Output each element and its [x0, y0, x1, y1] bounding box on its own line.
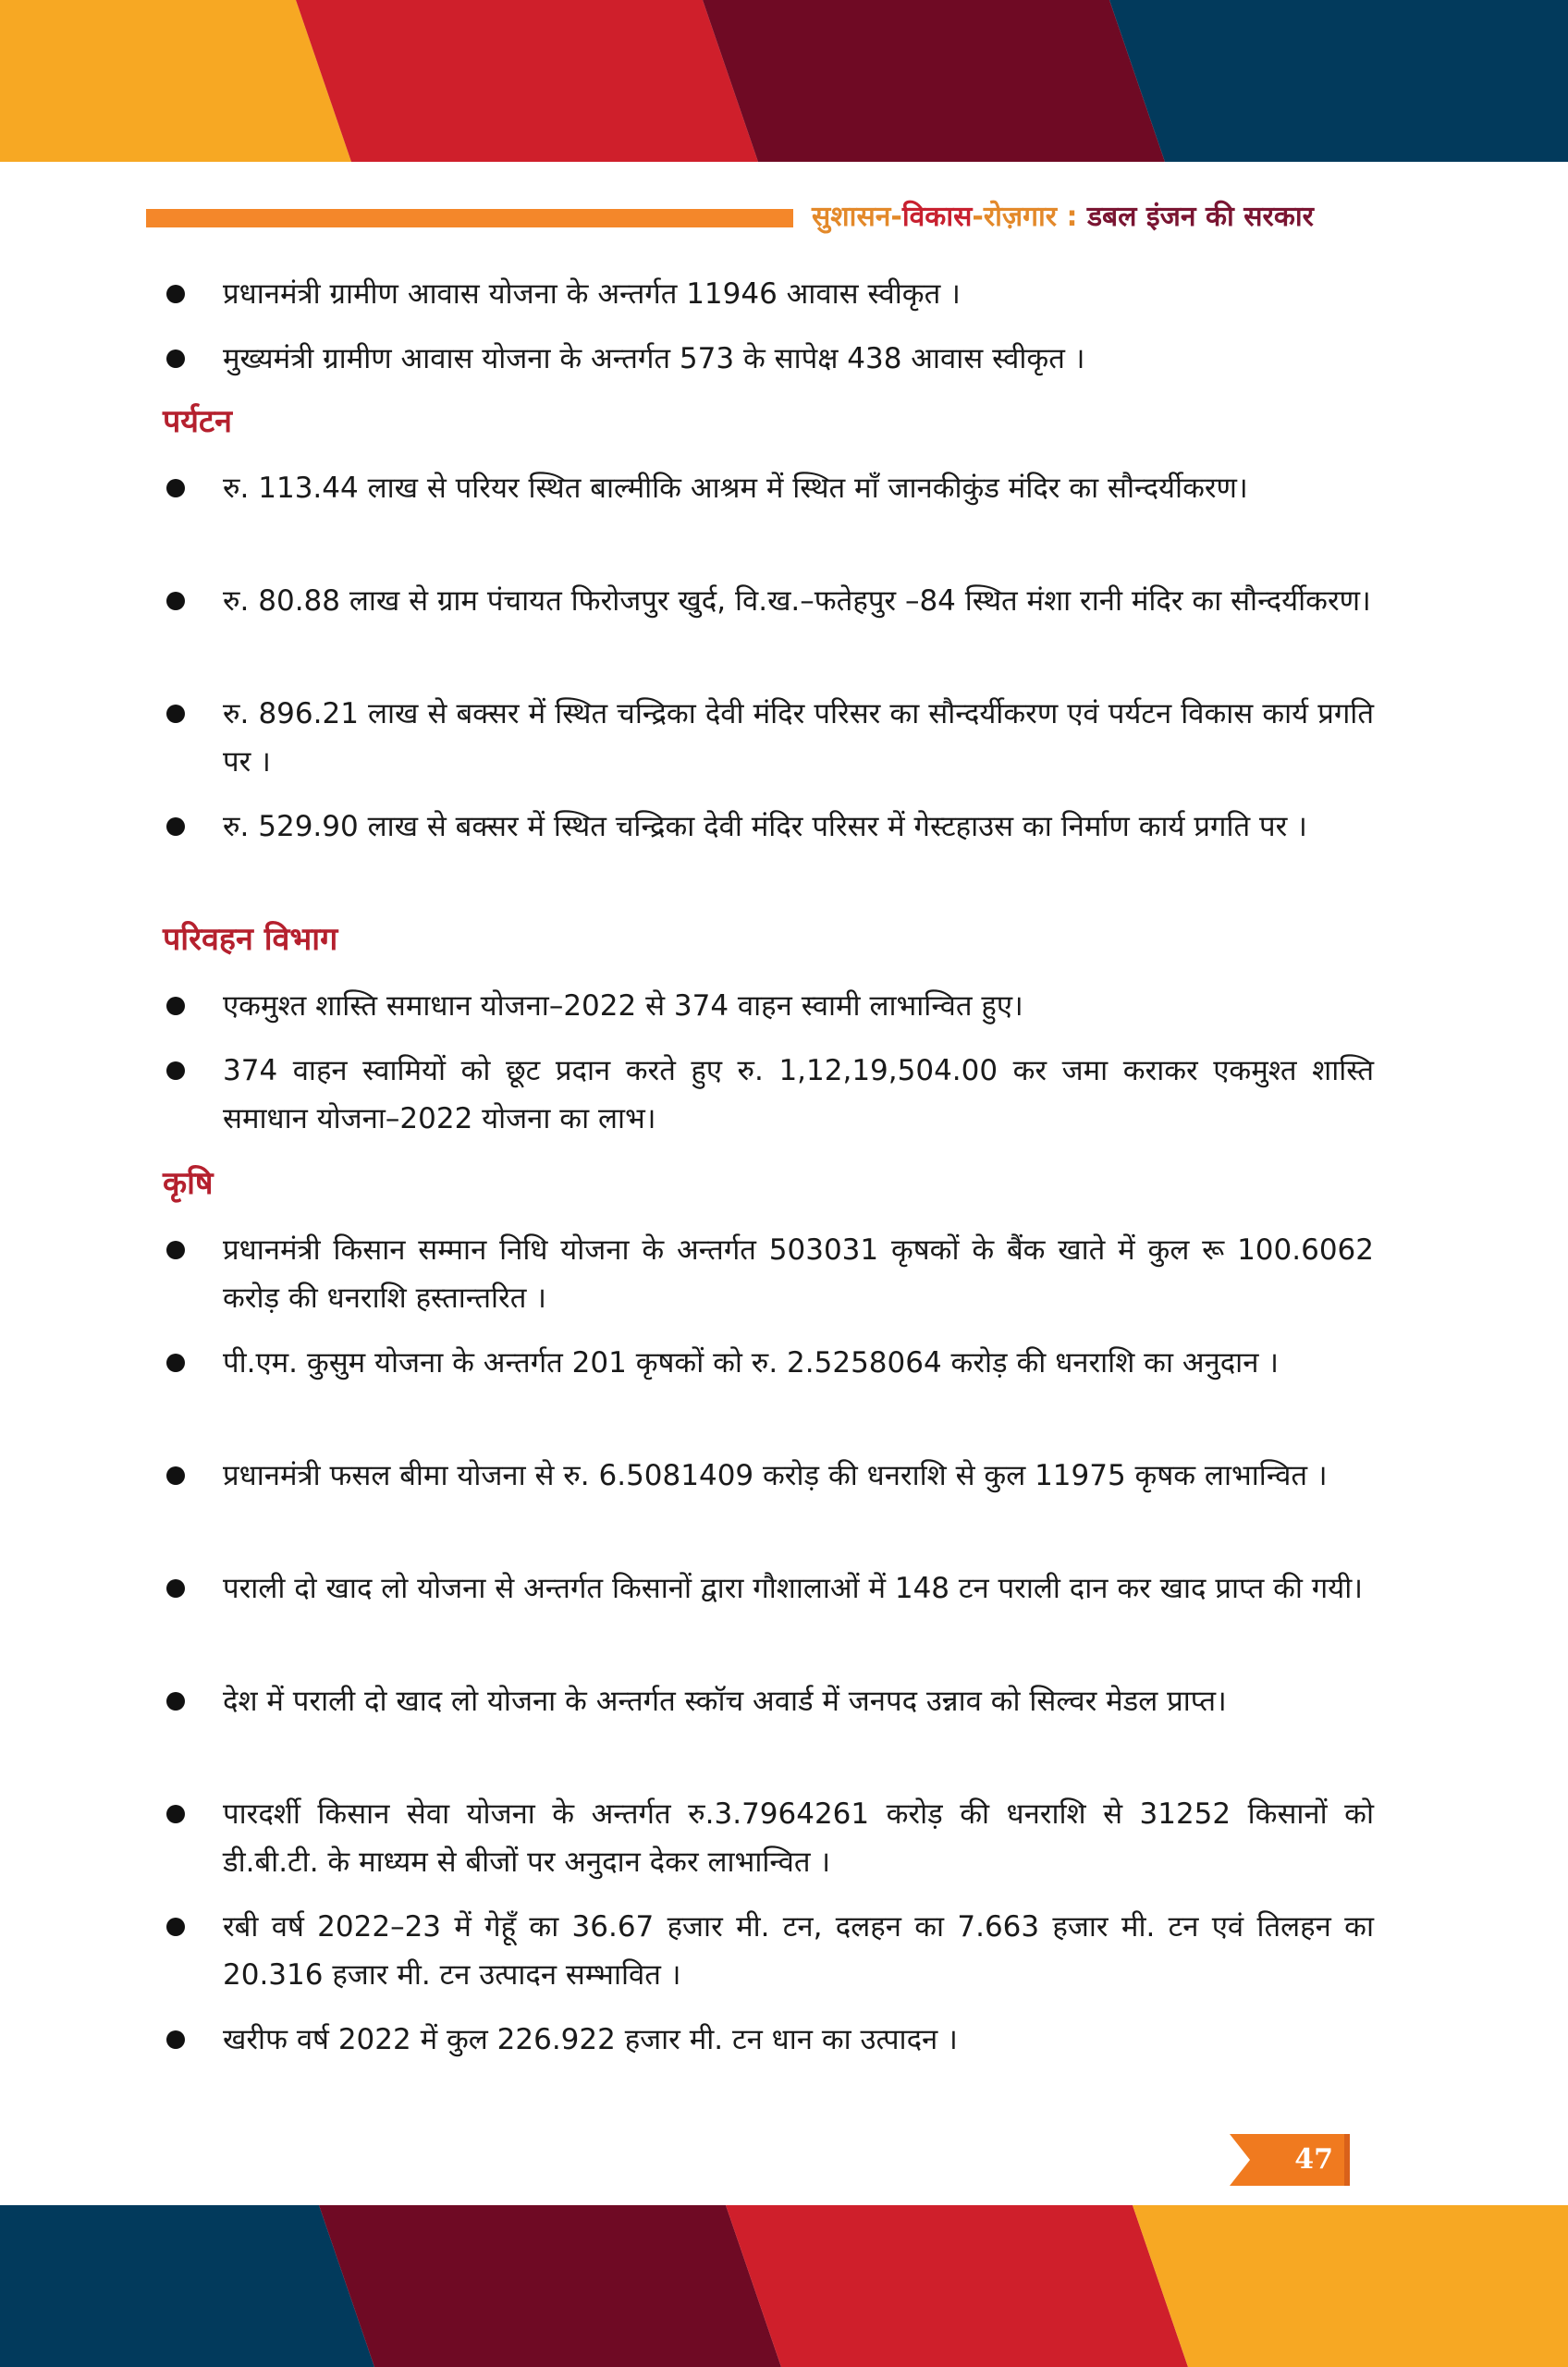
top-color-band	[0, 0, 1568, 162]
top-band-navy	[1109, 0, 1568, 162]
list-item-text: रबी वर्ष 2022–23 में गेहूँ का 36.67 हजार मी. टन, दलहन का 7.663 हजार मी. टन एवं तिलहन का 20.316 हजार मी. टन उत्पादन सम्भावित ।	[223, 1910, 1374, 1992]
bullet-icon	[166, 350, 185, 368]
list-item-text: खरीफ वर्ष 2022 में कुल 226.922 हजार मी. टन धान का उत्पादन ।	[223, 2023, 958, 2056]
bullet-icon	[166, 1692, 185, 1711]
section-heading-transport: परिवहन विभाग	[163, 921, 338, 958]
list-item-text: रु. 529.90 लाख से बक्सर में स्थित चन्द्रिका देवी मंदिर परिसर में गेस्टहाउस का निर्माण कार्य प्रगति पर ।	[223, 810, 1307, 843]
section-heading-tourism: पर्यटन	[163, 403, 233, 440]
bullet-icon	[166, 1466, 185, 1485]
bottom-band-orange	[1133, 2205, 1568, 2367]
bullet-icon	[166, 1805, 185, 1823]
bullet-icon	[166, 1354, 185, 1372]
bullet-icon	[166, 592, 185, 610]
bullet-icon	[166, 705, 185, 723]
header-title-part1: सुशासन-	[812, 201, 902, 233]
page-number: 47	[1294, 2143, 1333, 2176]
bullet-icon	[166, 1579, 185, 1598]
list-item-text: पी.एम. कुसुम योजना के अन्तर्गत 201 कृषकों को रु. 2.5258064 करोड़ की धनराशि का अनुदान ।	[223, 1346, 1280, 1380]
bullet-icon	[166, 479, 185, 497]
bullet-icon	[166, 285, 185, 303]
list-item-text: प्रधानमंत्री फसल बीमा योजना से रु. 6.5081409 करोड़ की धनराशि से कुल 11975 कृषक लाभान्वित ।	[223, 1459, 1328, 1492]
bottom-band-navy	[0, 2205, 374, 2367]
bottom-color-band	[0, 2205, 1568, 2367]
bullet-icon	[166, 1061, 185, 1080]
header-title-part4: डबल इंजन की सरकार	[1086, 201, 1314, 233]
bottom-band-red	[726, 2205, 1188, 2367]
list-item-text: मुख्यमंत्री ग्रामीण आवास योजना के अन्तर्गत 573 के सापेक्ष 438 आवास स्वीकृत ।	[223, 342, 1085, 375]
list-item-text: 374 वाहन स्वामियों को छूट प्रदान करते हुए रु. 1,12,19,504.00 कर जमा कराकर एकमुश्त शास्ति समाधान योजना–2022 योजना का लाभ।	[223, 1054, 1374, 1135]
list-item-text: रु. 896.21 लाख से बक्सर में स्थित चन्द्रिका देवी मंदिर परिसर का सौन्दर्यीकरण एवं पर्यटन विकास कार्य प्रगति पर ।	[223, 697, 1374, 779]
header-rule	[146, 209, 793, 227]
list-item-text: एकमुश्त शास्ति समाधान योजना–2022 से 374 वाहन स्वामी लाभान्वित हुए।	[223, 989, 1023, 1023]
running-header	[812, 196, 1314, 239]
list-item-text: रु. 80.88 लाख से ग्राम पंचायत फिरोजपुर खुर्द, वि.ख.–फतेहपुर –84 स्थित मंशा रानी मंदिर का सौन्दर्यीकरण।	[223, 584, 1371, 618]
bullet-icon	[166, 997, 185, 1015]
list-item-text: देश में पराली दो खाद लो योजना के अन्तर्गत स्कॉच अवार्ड में जनपद उन्नाव को सिल्वर मेडल प्राप्त।	[223, 1685, 1227, 1718]
list-item-text: पारदर्शी किसान सेवा योजना के अन्तर्गत रु.3.7964261 करोड़ की धनराशि से 31252 किसानों को डी.बी.टी. के माध्यम से बीजों पर अनुदान देकर लाभान्वित ।	[223, 1797, 1374, 1879]
bottom-band-maroon	[319, 2205, 781, 2367]
top-band-orange	[0, 0, 351, 162]
top-band-red	[296, 0, 758, 162]
bullet-icon	[166, 1241, 185, 1259]
section-heading-agriculture: कृषि	[163, 1165, 214, 1202]
list-item-text: रु. 113.44 लाख से परियर स्थित बाल्मीकि आश्रम में स्थित माँ जानकीकुंड मंदिर का सौन्दर्यीकरण।	[223, 472, 1248, 505]
bullet-icon	[166, 1918, 185, 1936]
list-item-text: पराली दो खाद लो योजना से अन्तर्गत किसानों द्वारा गौशालाओं में 148 टन पराली दान कर खाद प्राप्त की गयी।	[223, 1572, 1363, 1605]
bullet-icon	[166, 817, 185, 836]
top-band-maroon	[703, 0, 1165, 162]
list-item-text: प्रधानमंत्री ग्रामीण आवास योजना के अन्तर्गत 11946 आवास स्वीकृत ।	[223, 277, 961, 311]
page-number-tab	[1230, 2134, 1350, 2186]
header-title-part2: विकास	[901, 201, 973, 233]
list-item-text: प्रधानमंत्री किसान सम्मान निधि योजना के अन्तर्गत 503031 कृषकों के बैंक खाते में कुल रू 100.6062 करोड़ की धनराशि हस्तान्तरित ।	[223, 1233, 1374, 1315]
header-title-part3: -रोज़गार :	[972, 201, 1087, 233]
bullet-icon	[166, 2030, 185, 2049]
